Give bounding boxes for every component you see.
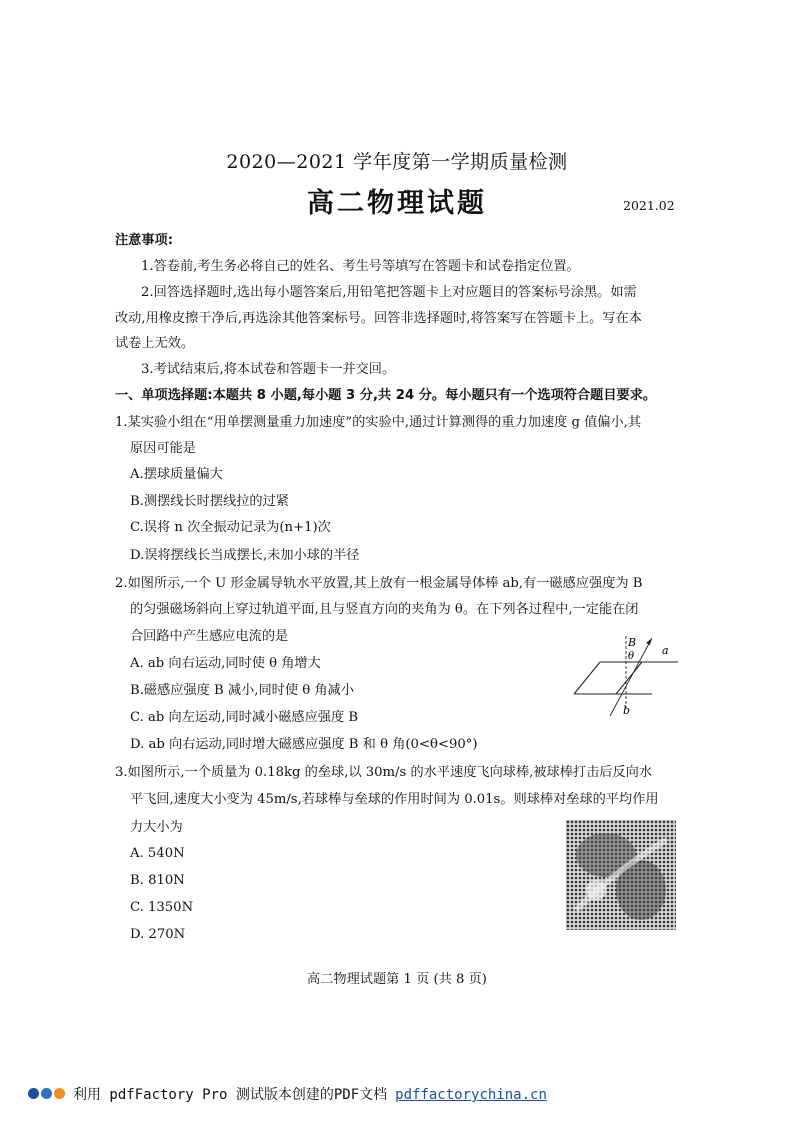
q2-figure-label-b-field: B xyxy=(628,636,637,649)
q2-figure-label-a: a xyxy=(662,644,669,657)
notice-line-2a: 2.回答选择题时,选出每小题答案后,用铅笔把答题卡上对应题目的答案标号涂黑。如需 xyxy=(141,285,637,300)
q2-option-b: B.磁感应强度 B 减小,同时使 θ 角减小 xyxy=(130,683,354,698)
watermark-link[interactable]: pdffactorychina.cn xyxy=(395,1087,547,1103)
q2-stem-line1: 2.如图所示,一个 U 形金属导轨水平放置,其上放有一根金属导体棒 ab,有一磁感应强度为 B xyxy=(115,576,643,591)
q3-stem-line1: 3.如图所示,一个质量为 0.18kg 的垒球,以 30m/s 的水平速度飞向球棒,被球棒打击后反向水 xyxy=(115,765,653,780)
q3-option-d: D. 270N xyxy=(130,927,186,942)
q1-option-a: A.摆球质量偏大 xyxy=(130,467,223,482)
pdf-watermark xyxy=(28,1084,547,1104)
q3-stem-line3: 力大小为 xyxy=(130,820,183,835)
q3-option-c: C. 1350N xyxy=(130,900,194,915)
exam-subject-title: 高二物理试题 xyxy=(307,188,487,219)
notice-line-1: 1.答卷前,考生务必将自己的姓名、考生号等填写在答题卡和试卷指定位置。 xyxy=(141,259,580,274)
notice-line-2b: 改动,用橡皮擦干净后,再选涂其他答案标号。回答非选择题时,将答案写在答题卡上。写在本 xyxy=(115,311,642,326)
q2-figure-label-b: b xyxy=(623,704,631,717)
q2-option-c: C. ab 向左运动,同时减小磁感应强度 B xyxy=(130,710,359,725)
q2-figure-label-theta: θ xyxy=(628,651,635,662)
exam-title: 2020—2021 学年度第一学期质量检测 xyxy=(226,151,568,173)
notice-line-2c: 试卷上无效。 xyxy=(115,336,195,351)
q1-stem-line1: 1.某实验小组在“用单摆测量重力加速度”的实验中,通过计算测得的重力加速度 g 值偏小,其 xyxy=(115,415,642,430)
q2-stem-line2: 的匀强磁场斜向上穿过轨道平面,且与竖直方向的夹角为 θ。在下列各过程中,一定能在闭 xyxy=(130,602,639,617)
q1-stem-line2: 原因可能是 xyxy=(130,441,196,456)
q3-stem-line2: 平飞回,速度大小变为 45m/s,若球棒与垒球的作用时间为 0.01s。则球棒对垒球的平均作用 xyxy=(130,792,659,807)
q2-option-a: A. ab 向右运动,同时使 θ 角增大 xyxy=(130,656,321,671)
q3-baseball-photo xyxy=(566,820,676,930)
q2-stem-line3: 合回路中产生感应电流的是 xyxy=(130,629,289,644)
q1-option-d: D.误将摆线长当成摆长,未加小球的半径 xyxy=(130,548,360,563)
q3-option-a: A. 540N xyxy=(130,846,185,861)
q2-rail-diagram xyxy=(570,632,688,722)
q3-option-b: B. 810N xyxy=(130,873,185,888)
notice-line-3: 3.考试结束后,将本试卷和答题卡一并交回。 xyxy=(141,362,396,377)
q1-option-b: B.测摆线长时摆线拉的过紧 xyxy=(130,494,289,509)
watermark-text: 利用 pdfFactory Pro 测试版本创建的PDF文档 xyxy=(73,1087,388,1103)
notice-heading: 注意事项: xyxy=(115,233,174,248)
section-heading: 一、单项选择题:本题共 8 小题,每小题 3 分,共 24 分。每小题只有一个选项符合题目要求。 xyxy=(115,388,657,403)
logo-dots-icon xyxy=(28,1087,67,1103)
exam-date: 2021.02 xyxy=(623,198,675,213)
q1-option-c: C.误将 n 次全振动记录为(n+1)次 xyxy=(130,520,331,535)
q2-option-d: D. ab 向右运动,同时增大磁感应强度 B 和 θ 角(0<θ<90°) xyxy=(130,737,478,752)
page-footer: 高二物理试题第 1 页 (共 8 页) xyxy=(307,972,487,987)
